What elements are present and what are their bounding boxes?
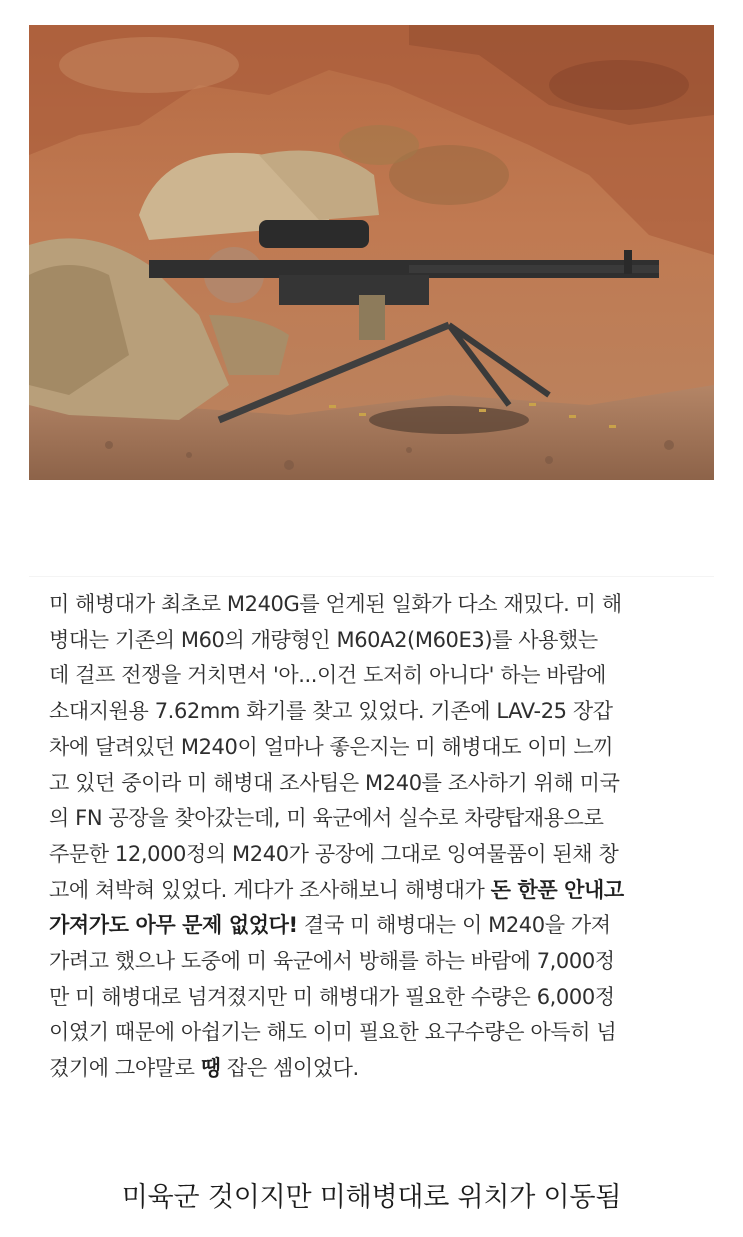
article-line [49, 732, 613, 762]
text-segment: 가려고 했으나 도중에 미 육군에서 방해를 하는 바람에 7,000정 [49, 949, 615, 973]
article-line [49, 803, 603, 833]
article-line [49, 589, 622, 619]
article-line [49, 768, 619, 798]
bold-text: 돈 한푼 안내고 [490, 877, 624, 902]
text-segment: 만 미 해병대로 넘겨졌지만 미 해병대가 필요한 수량은 6,000정 [49, 984, 615, 1009]
caption: 미육군 것이지만 미해병대로 위치가 이동됨 [121, 1182, 622, 1213]
bold-text: 가져가도 아무 문제 없었다! [49, 913, 298, 938]
article-line [49, 946, 615, 976]
article-line [49, 875, 624, 905]
text-segment: 소대지원용 7.62mm 화기를 찾고 있었다. 기존에 LAV-25 장갑 [49, 699, 613, 724]
text-segment: 차에 달려있던 M240이 얼마나 좋은지는 미 해병대도 이미 느끼 [49, 734, 614, 759]
article-line [49, 625, 598, 655]
text-segment: 병대는 기존의 M60의 개량형인 M60A2(M60E3)를 사용했는 [49, 627, 598, 652]
text-segment: 이였기 때문에 아쉽기는 해도 이미 필요한 요구수량은 아득히 넘 [49, 1020, 617, 1045]
article-line [49, 660, 606, 690]
article-body [29, 576, 714, 1106]
text-segment: 고 있던 중이라 미 해병대 조사팀은 M240를 조사하기 위해 미국 [49, 770, 620, 795]
text-segment: 겼기에 그야말로 [49, 1056, 201, 1081]
article-line [49, 1053, 359, 1083]
bold-text: 땡 [200, 1056, 221, 1081]
article-line [49, 1017, 616, 1047]
text-segment: 잡은 셈이었다. [220, 1056, 359, 1081]
marine-machine-gun-photo [29, 25, 714, 480]
article-line [49, 910, 611, 940]
text-segment: 고에 쳐박혀 있었다. 게다가 조사해보니 해병대가 [49, 877, 491, 902]
text-segment: 결국 미 해병대는 이 M240을 가져 [297, 913, 611, 938]
article-line [49, 982, 615, 1012]
text-segment: 주문한 12,000정의 M240가 공장에 그대로 잉여물품이 된채 창 [49, 841, 619, 866]
article-line [49, 696, 613, 726]
text-segment: 미 해병대가 최초로 M240G를 얻게된 일화가 다소 재밌다. 미 해 [49, 592, 622, 616]
text-segment: 의 FN 공장을 찾아갔는데, 미 육군에서 실수로 차량탑재용으로 [49, 806, 604, 831]
text-segment: 데 걸프 전쟁을 거치면서 '아...이건 도저히 아니다' 하는 바람에 [49, 663, 607, 688]
article-line [49, 839, 618, 869]
